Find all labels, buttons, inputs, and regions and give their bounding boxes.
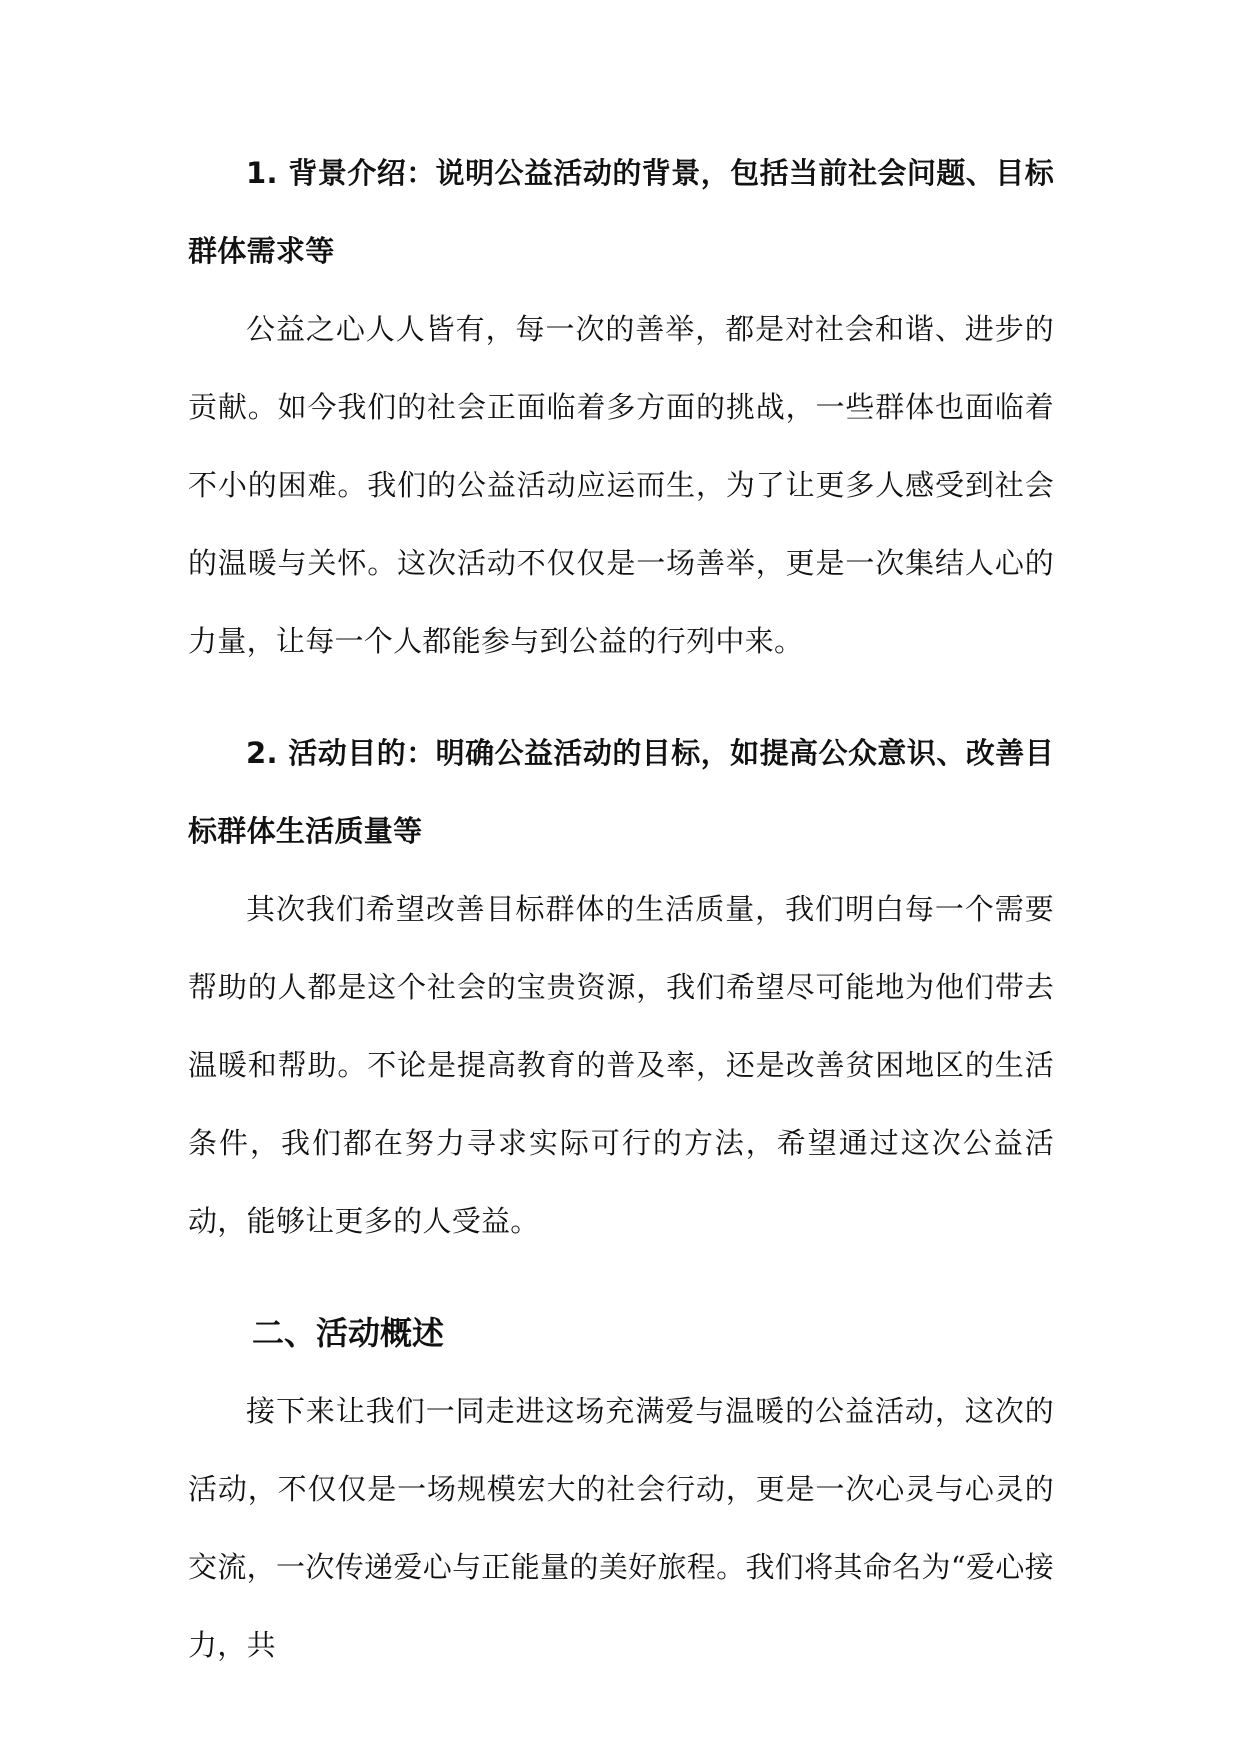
- spacer: [188, 1260, 1054, 1294]
- paragraph-background: 公益之心人人皆有，每一次的善举，都是对社会和谐、进步的贡献。如今我们的社会正面临着多方面的挑战，一些群体也面临着不小的困难。我们的公益活动应运而生，为了让更多人感受到社会的温暖与关怀。这次活动不仅仅是一场善举，更是一次集结人心的力量，让每一个人都能参与到公益的行列中来。: [188, 312, 1054, 658]
- paragraph-purpose: 其次我们希望改善目标群体的生活质量，我们明白每一个需要帮助的人都是这个社会的宝贵资源，我们希望尽可能地为他们带去温暖和帮助。不论是提高教育的普及率，还是改善贫困地区的生活条件，我们都在努力寻求实际可行的方法，希望通过这次公益活动，能够让更多的人受益。: [188, 892, 1054, 1238]
- paragraph-overview: 接下来让我们一同走进这场充满爱与温暖的公益活动，这次的活动，不仅仅是一场规模宏大的社会行动，更是一次心灵与心灵的交流，一次传递爱心与正能量的美好旅程。我们将其命名为“爱心接力，共: [188, 1394, 1054, 1662]
- spacer: [188, 680, 1054, 714]
- document-body: [188, 134, 1054, 1684]
- subheading-purpose: 2. 活动目的：明确公益活动的目标，如提高公众意识、改善目标群体生活质量等: [188, 736, 1054, 848]
- subheading-background: 1. 背景介绍：说明公益活动的背景，包括当前社会问题、目标群体需求等: [188, 156, 1054, 268]
- section-title-overview: 二、活动概述: [252, 1314, 445, 1352]
